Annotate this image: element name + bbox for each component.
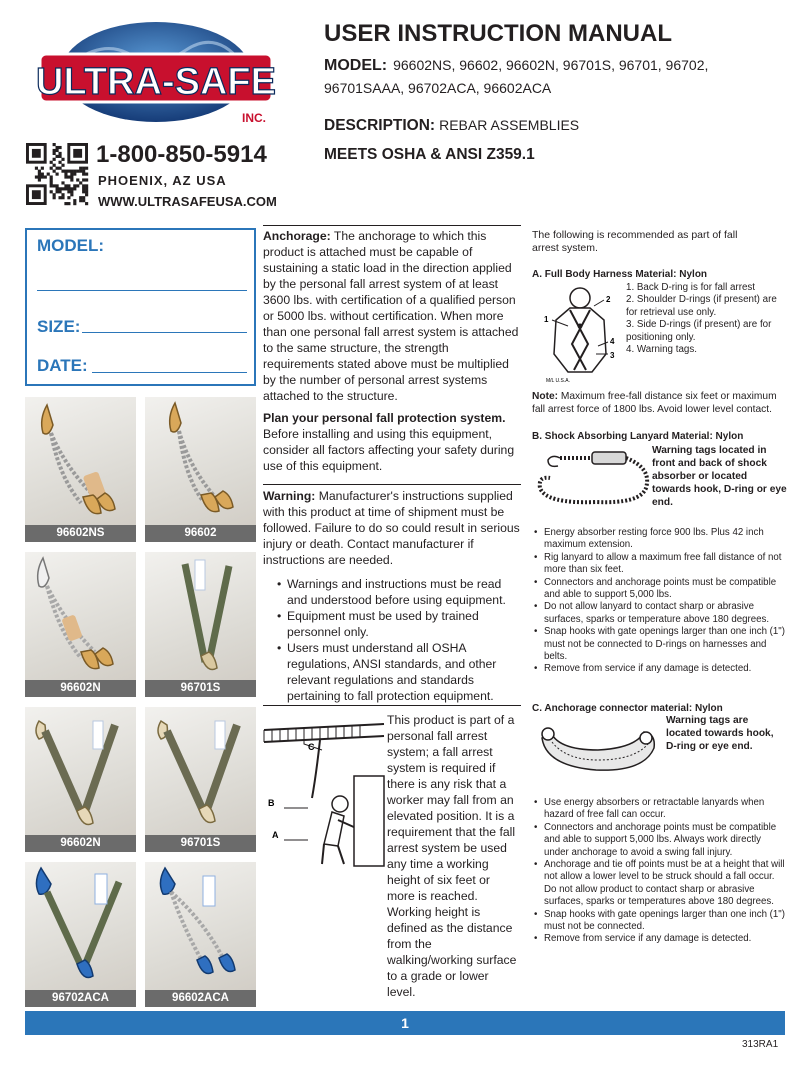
model-label: MODEL:: [324, 57, 388, 74]
plan-section: [263, 410, 521, 474]
rebar-assembly-image: [25, 862, 136, 990]
d-ring-icon: [542, 728, 554, 740]
photo-caption: 96602N: [25, 680, 136, 697]
logo-inc: INC.: [242, 111, 266, 125]
description-line: [324, 117, 579, 135]
warning-text: Manufacturer's instructions supplied with this product at time of shipment must be followed. Failure to do so could result in serious injury or death. Contact manufacturer if instructions are needed.: [263, 489, 520, 567]
hook-icon: [548, 456, 560, 466]
photo-caption: 96701S: [145, 835, 256, 852]
anchorage-section: [263, 228, 521, 404]
list-item: • Do not allow lanyard to contact sharp or abrasive surfaces, sparks or temperature above 180 degrees.: [532, 601, 786, 626]
fall-arrest-text-continued: [263, 760, 521, 904]
photo-caption: 96602: [145, 525, 256, 542]
rebar-assembly-image: [145, 397, 256, 525]
harness-label-2: 2: [606, 295, 611, 304]
list-item: • Equipment must be used by trained personnel only.: [277, 608, 521, 640]
list-item: • Warnings and instructions must be read and understood before using equipment.: [277, 576, 521, 608]
anchorage-connector-tag-note: Warning tags are located towards hook, D-ring or eye end.: [666, 715, 774, 752]
city-line: PHOENIX, AZ USA: [98, 173, 227, 188]
product-photo: [145, 707, 256, 852]
model-size-date-box: [25, 228, 256, 386]
product-photo: [25, 707, 136, 852]
standards-line: MEETS OSHA & ANSI Z359.1: [324, 146, 535, 163]
page-number-bar: 1: [25, 1011, 785, 1035]
list-item: • Connectors and anchorage points must be compatible and able to support 5,000 lbs. Always work directly under anchorage to avoid a swing fall injury.: [532, 822, 786, 859]
document-code: 313RA1: [742, 1039, 779, 1050]
model-value: 96602NS, 96602, 96602N, 96701S, 96701, 96702, 96701SAAA, 96702ACA, 96602ACA: [324, 57, 709, 96]
page-title: USER INSTRUCTION MANUAL: [324, 20, 672, 47]
harness-figure: [538, 284, 618, 384]
description-label: DESCRIPTION:: [324, 117, 436, 134]
photo-caption: 96602ACA: [145, 990, 256, 1007]
description-value: REBAR ASSEMBLIES: [439, 117, 580, 133]
website-link[interactable]: WWW.ULTRASAFEUSA.COM: [98, 194, 277, 209]
note-label: Note:: [532, 391, 559, 402]
rebar-assembly-image: [145, 552, 256, 680]
list-item: • Connectors and anchorage points must be compatible and able to support 5,000 lbs.: [532, 577, 786, 602]
info-model-label: MODEL:: [37, 236, 105, 255]
size-write-line[interactable]: [82, 332, 247, 333]
product-photo: [145, 862, 256, 1007]
lanyard-list: [532, 527, 786, 676]
list-item: 4. Warning tags.: [626, 344, 697, 356]
photo-caption: 96602N: [25, 835, 136, 852]
anchorage-connector-figure: [536, 718, 662, 782]
warning-label: Warning:: [263, 489, 316, 503]
rebar-assembly-image: [145, 707, 256, 835]
anchorage-connector-heading: C. Anchorage connector material: Nylon: [532, 703, 723, 714]
lanyard-tag-note: Warning tags located in front and back of shock absorber or located towards hook, D-ring or eye end.: [652, 445, 787, 508]
list-item: 1. Back D-ring is for fall arrest: [626, 282, 756, 293]
info-date-label: DATE:: [37, 356, 88, 375]
anchorage-connector-list: [532, 797, 786, 946]
list-item: • Snap hooks with gate openings larger than one inch (1") must not be connected to D-rings on harnesses and belts.: [532, 626, 786, 663]
harness-label-1: 1: [544, 315, 549, 324]
list-item: • Remove from service if any damage is detected.: [532, 663, 786, 675]
harness-head-icon: [570, 288, 590, 308]
product-photo: [145, 397, 256, 542]
harness-label-3: 3: [610, 351, 615, 360]
product-photo: [25, 862, 136, 1007]
plan-heading: Plan your personal fall protection system.: [263, 411, 506, 425]
harness-fig-note: M/L U.S.A.: [546, 378, 570, 384]
list-item: • Users must understand all OSHA regulations, ANSI standards, and other relevant regulations and standards pertaining to fall protection equipment.: [277, 640, 521, 704]
divider: [263, 225, 521, 226]
logo-wordmark: ULTRA-SAFE: [36, 61, 276, 103]
rebar-assembly-image: [145, 862, 256, 990]
list-item: 2. Shoulder D-rings (if present) are for retrieval use only.: [626, 294, 777, 318]
harness-list: [612, 282, 788, 356]
list-item: • Rig lanyard to allow a maximum free fall distance of not more than six feet.: [532, 552, 786, 577]
lanyard-figure: [536, 448, 654, 518]
list-item: • Energy absorber resting force 900 lbs. Plus 42 inch maximum extension.: [532, 527, 786, 552]
photo-caption: 96702ACA: [25, 990, 136, 1007]
note-section: [532, 390, 788, 416]
rebar-assembly-image: [25, 707, 136, 835]
warning-section: [263, 488, 521, 568]
company-logo: [36, 20, 276, 138]
product-photo: [25, 397, 136, 542]
list-item: • Anchorage and tie off points must be at a height that will not allow a lower level to be struck should a fall occur. Do not allow product to contact sharp or abrasive surfaces, sparks or temperatures above 180 degrees.: [532, 859, 786, 909]
plan-text: Before installing and using this equipment, consider all factors affecting your safety during use of this equipment.: [263, 427, 515, 473]
anchorage-label: Anchorage:: [263, 229, 331, 243]
harness-heading: A. Full Body Harness Material: Nylon: [532, 269, 708, 280]
harness-label-4: 4: [610, 337, 615, 346]
product-photo: [145, 552, 256, 697]
phone-number: 1-800-850-5914: [96, 141, 267, 168]
fall-arrest-paragraph: This product is part of a personal fall arrest system; a fall arrest system is required if there is any risk that a worker may fall from an elevated position. It is a requirement that the fall arrest system be used any time a working height of six feet or more is reached. Working height is defined as the distance from the walking/working surface to a grade or lower level.: [387, 713, 517, 999]
d-ring-icon: [640, 732, 652, 744]
list-item: • Remove from service if any damage is detected.: [532, 933, 786, 945]
lanyard-heading: B. Shock Absorbing Lanyard Material: Nylon: [532, 431, 744, 442]
rebar-assembly-image: [25, 552, 136, 680]
requirements-list: [263, 576, 521, 704]
diagram-label-a: A: [272, 830, 279, 840]
anchorage-text: The anchorage to which this product is attached must be capable of sustaining a static load in the direction applied by the personal fall arrest system of at least 3600 lbs. with certification of a qualified person or 5000 lbs. without certification. When more than one personal fall arrest system is attached to the same structure, the strength requirements stated above must be multiplied by the number of personal arrest systems attached to the structure.: [263, 229, 519, 403]
model-write-line[interactable]: [37, 290, 247, 291]
list-item: • Use energy absorbers or retractable lanyards when hazard of free fall can occur.: [532, 797, 786, 822]
photo-caption: 96602NS: [25, 525, 136, 542]
list-item: 3. Side D-rings (if present) are for positioning only.: [626, 319, 772, 343]
divider: [263, 484, 521, 485]
qr-code-icon: [26, 143, 88, 205]
date-write-line[interactable]: [92, 372, 247, 373]
diagram-label-c: C: [308, 742, 315, 752]
rebar-assembly-image: [25, 397, 136, 525]
diagram-label-b: B: [268, 798, 275, 808]
photo-caption: 96701S: [145, 680, 256, 697]
note-text: Maximum free-fall distance six feet or maximum fall arrest force of 1800 lbs. Avoid lower level contact.: [532, 391, 777, 415]
info-size-label: SIZE:: [37, 317, 81, 336]
intro-text: The following is recommended as part of fall arrest system.: [532, 229, 738, 254]
product-photo: [25, 552, 136, 697]
list-item: • Snap hooks with gate openings larger than one inch (1") must not be connected.: [532, 909, 786, 934]
divider: [263, 705, 521, 706]
model-line: [324, 54, 764, 100]
